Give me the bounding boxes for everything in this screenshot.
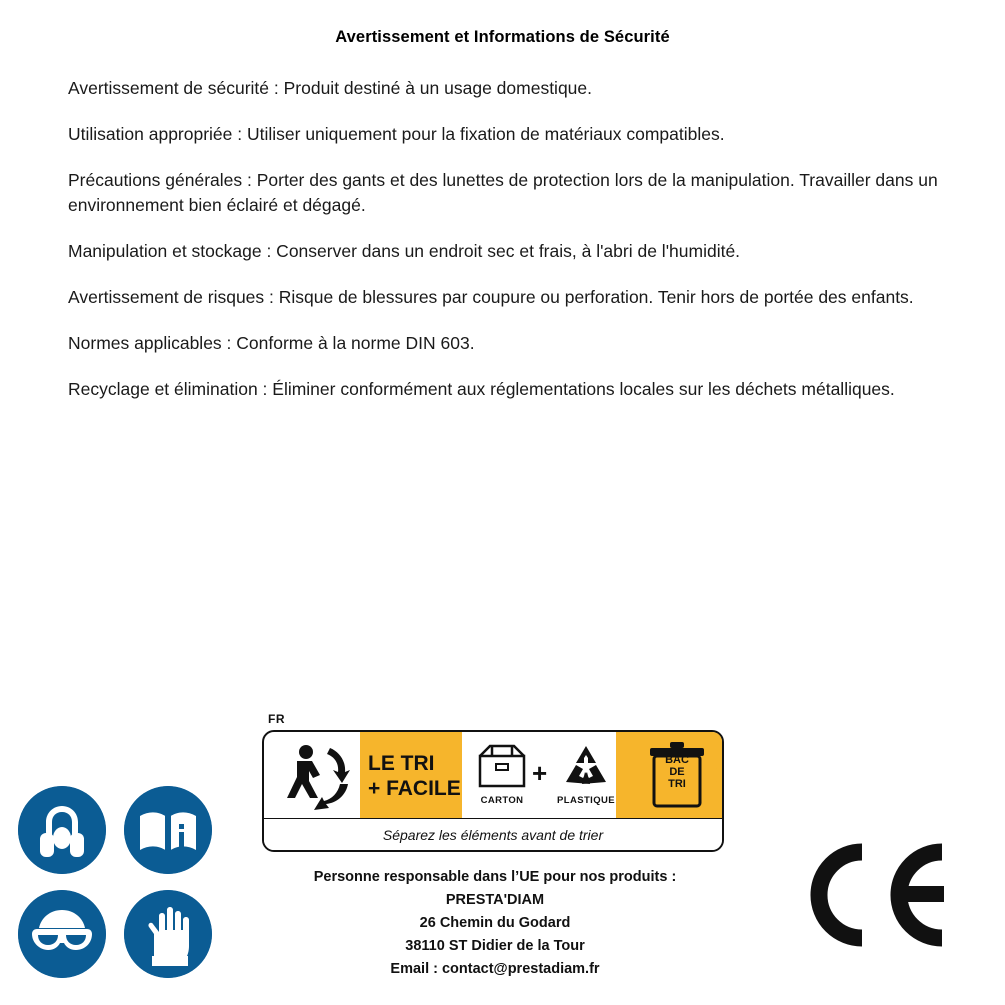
label-footer-text: Séparez les éléments avant de trier <box>264 818 722 851</box>
recycling-sorting-label <box>262 712 722 850</box>
responsible-person-block <box>190 866 800 981</box>
material-2-caption: PLASTIQUE <box>557 795 615 806</box>
paragraph-handling-storage: Manipulation et stockage : Conserver dans un endroit sec et frais, à l'abri de l'humidité. <box>68 241 741 261</box>
bin-caption <box>648 754 706 790</box>
paragraph-proper-use: Utilisation appropriée : Utiliser uniquement pour la fixation de matériaux compatibles. <box>68 124 725 144</box>
paragraph-applicable-standards: Normes applicables : Conforme à la norme DIN 603. <box>68 333 475 353</box>
recycling-triangle-icon <box>558 740 614 792</box>
responsible-person-line-2: PRESTA'DIAM <box>445 892 545 908</box>
bin-caption-line3: TRI <box>668 778 686 790</box>
read-manual-icon <box>124 786 212 874</box>
eye-protection-icon <box>18 890 106 978</box>
ce-marking-icon <box>800 840 960 950</box>
triman-icon <box>272 738 358 814</box>
label-frame <box>262 730 724 852</box>
responsible-person-line-1: Personne responsable dans l’UE pour nos produits : <box>313 869 677 885</box>
carton-box-icon <box>474 740 530 792</box>
bin-caption-line2: DE <box>669 766 685 778</box>
responsible-person-line-5: Email : contact@prestadiam.fr <box>390 961 600 977</box>
paragraph-general-precautions: Précautions générales : Porter des gants et des lunettes de protection lors de la manipulation. Travailler dans un environnement bien éclairé et dégagé. <box>68 170 938 215</box>
responsible-person-line-4: 38110 ST Didier de la Tour <box>405 938 585 954</box>
plus-icon: + <box>532 758 548 788</box>
label-headline <box>368 740 464 812</box>
label-locale: FR <box>268 712 285 726</box>
page-title: Avertissement et Informations de Sécurité <box>335 28 670 46</box>
label-headline-line2: + FACILE <box>368 777 461 800</box>
bin-caption-line1: BAC <box>665 754 689 766</box>
paragraph-risk-warning: Avertissement de risques : Risque de blessures par coupure ou perforation. Tenir hors de portée des enfants. <box>68 287 914 307</box>
safety-information-body <box>68 76 978 402</box>
material-1-caption: CARTON <box>480 795 524 806</box>
responsible-person-line-3: 26 Chemin du Godard <box>419 915 571 931</box>
label-headline-line1: LE TRI <box>368 752 435 775</box>
paragraph-recycling-disposal: Recyclage et élimination : Éliminer conformément aux réglementations locales sur les déchets métalliques. <box>68 379 895 399</box>
paragraph-safety-warning: Avertissement de sécurité : Produit destiné à un usage domestique. <box>68 78 593 98</box>
ear-protection-icon <box>18 786 106 874</box>
